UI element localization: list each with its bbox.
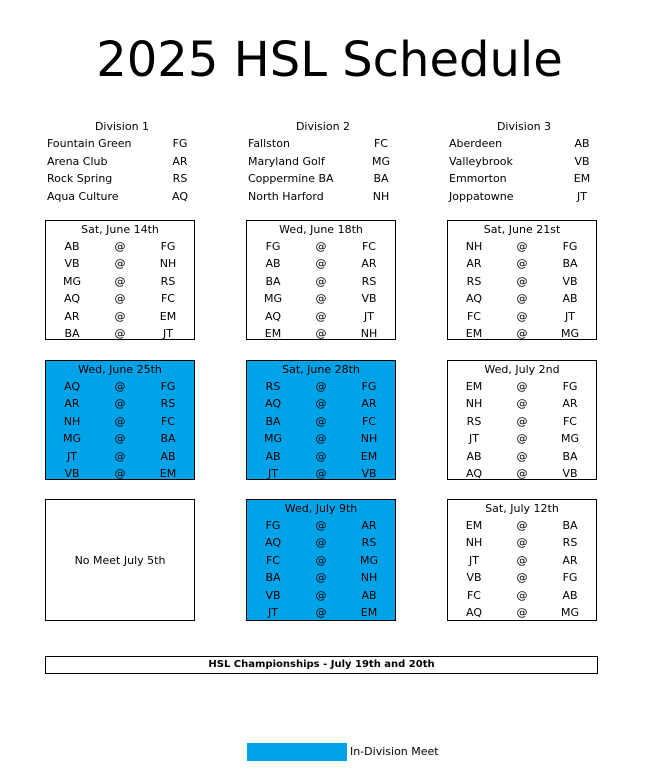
home-team: MG <box>359 553 378 567</box>
away-team: AQ <box>265 536 281 550</box>
game-row <box>448 325 596 342</box>
game-row <box>46 395 194 412</box>
team-name: Rock Spring <box>47 172 113 185</box>
team-code: AR <box>172 154 188 168</box>
team-code: EM <box>573 172 591 185</box>
game-row <box>46 325 194 342</box>
team-row <box>47 188 197 206</box>
home-team: AB <box>562 588 578 602</box>
at-symbol: @ <box>516 326 528 340</box>
game-row <box>448 290 596 307</box>
away-team: JT <box>67 449 77 463</box>
at-symbol: @ <box>315 605 327 619</box>
away-team: AQ <box>265 397 281 411</box>
at-symbol: @ <box>114 240 126 253</box>
at-symbol: @ <box>315 240 327 253</box>
away-team: VB <box>466 571 482 585</box>
away-team: BA <box>64 326 80 340</box>
team-name: Valleybrook <box>449 154 513 168</box>
no-meet-label: No Meet July 5th <box>74 553 166 567</box>
game-row <box>448 238 596 255</box>
game-row <box>448 569 596 586</box>
team-code: FG <box>172 137 188 150</box>
home-team: FC <box>160 414 175 428</box>
at-symbol: @ <box>114 380 126 393</box>
at-symbol: @ <box>516 466 528 480</box>
team-row <box>248 188 398 206</box>
team-name: Coppermine BA <box>248 172 334 185</box>
game-row <box>448 552 596 569</box>
game-row <box>247 378 395 395</box>
away-team: RS <box>466 414 482 428</box>
game-row <box>247 413 395 430</box>
away-team: AR <box>466 257 482 271</box>
away-team: JT <box>469 432 479 446</box>
at-symbol: @ <box>315 571 327 585</box>
team-row <box>248 153 398 171</box>
week-date: Wed, July 2nd <box>484 363 560 376</box>
at-symbol: @ <box>315 326 327 340</box>
away-team: NH <box>465 536 483 550</box>
game-row <box>247 517 395 534</box>
away-team: MG <box>263 432 282 446</box>
game-row <box>448 255 596 272</box>
at-symbol: @ <box>315 309 327 323</box>
team-name: Aberdeen <box>449 137 503 150</box>
at-symbol: @ <box>315 414 327 428</box>
game-row <box>448 587 596 604</box>
home-team: FG <box>160 240 176 253</box>
game-row <box>46 238 194 255</box>
home-team: RS <box>160 397 176 411</box>
game-row <box>448 534 596 551</box>
away-team: NH <box>63 414 81 428</box>
home-team: BA <box>562 519 578 532</box>
home-team: JT <box>364 309 374 323</box>
home-team: FC <box>562 414 577 428</box>
division-3 <box>449 118 599 205</box>
home-team: AR <box>361 257 377 271</box>
game-row <box>46 255 194 272</box>
away-team: BA <box>265 414 281 428</box>
game-row <box>448 413 596 430</box>
home-team: AB <box>361 588 377 602</box>
team-row <box>449 170 599 188</box>
at-symbol: @ <box>315 380 327 393</box>
at-symbol: @ <box>516 240 528 253</box>
away-team: VB <box>64 257 80 271</box>
at-symbol: @ <box>114 274 126 288</box>
away-team: BA <box>265 274 281 288</box>
home-team: JT <box>163 326 173 340</box>
team-name: Fountain Green <box>47 137 132 150</box>
team-code: FC <box>373 137 388 150</box>
game-row <box>448 273 596 290</box>
away-team: RS <box>466 274 482 288</box>
home-team: FC <box>160 292 175 306</box>
away-team: AB <box>466 449 482 463</box>
away-team: AQ <box>64 292 80 306</box>
at-symbol: @ <box>516 588 528 602</box>
game-row <box>247 430 395 447</box>
home-team: AR <box>562 397 578 411</box>
week-box <box>447 220 597 340</box>
game-row <box>247 395 395 412</box>
away-team: RS <box>265 380 281 393</box>
at-symbol: @ <box>516 432 528 446</box>
away-team: AQ <box>64 380 80 393</box>
at-symbol: @ <box>516 309 528 323</box>
away-team: JT <box>268 605 278 619</box>
division-heading: Division 2 <box>295 120 351 133</box>
team-row <box>449 135 599 153</box>
game-row <box>247 308 395 325</box>
at-symbol: @ <box>315 397 327 411</box>
away-team: MG <box>62 274 81 288</box>
team-row <box>47 135 197 153</box>
home-team: RS <box>361 536 377 550</box>
week-date: Wed, June 25th <box>78 363 162 376</box>
team-code: AB <box>574 137 590 150</box>
division-1 <box>47 118 197 205</box>
team-code: AQ <box>172 189 188 203</box>
game-row <box>46 290 194 307</box>
home-team: FC <box>361 414 376 428</box>
home-team: EM <box>360 449 378 463</box>
away-team: AQ <box>466 292 482 306</box>
game-row <box>46 413 194 430</box>
at-symbol: @ <box>516 292 528 306</box>
away-team: AQ <box>466 605 482 619</box>
at-symbol: @ <box>315 274 327 288</box>
division-heading: Division 1 <box>94 120 150 133</box>
at-symbol: @ <box>516 397 528 411</box>
at-symbol: @ <box>315 257 327 271</box>
team-name: Emmorton <box>449 172 507 185</box>
game-row <box>448 448 596 465</box>
week-date: Wed, June 18th <box>279 223 363 236</box>
team-row <box>248 135 398 153</box>
away-team: AR <box>64 397 80 411</box>
away-team: NH <box>465 397 483 411</box>
away-team: MG <box>263 292 282 306</box>
game-row <box>448 395 596 412</box>
game-row <box>448 378 596 395</box>
at-symbol: @ <box>516 449 528 463</box>
home-team: NH <box>360 571 378 585</box>
away-team: EM <box>465 519 483 532</box>
team-code: VB <box>574 154 590 168</box>
no-meet-box <box>45 499 195 621</box>
home-team: AR <box>361 519 377 532</box>
at-symbol: @ <box>315 553 327 567</box>
at-symbol: @ <box>114 257 126 271</box>
division-heading: Division 3 <box>496 120 552 133</box>
away-team: FC <box>466 309 481 323</box>
at-symbol: @ <box>315 449 327 463</box>
team-code: NH <box>372 189 390 203</box>
home-team: MG <box>560 326 579 340</box>
game-row <box>247 290 395 307</box>
at-symbol: @ <box>516 274 528 288</box>
week-date: Sat, June 14th <box>81 223 159 236</box>
team-row <box>47 170 197 188</box>
legend-label: In-Division Meet <box>350 745 439 758</box>
week-box <box>246 499 396 621</box>
at-symbol: @ <box>315 588 327 602</box>
away-team: AB <box>64 240 80 253</box>
home-team: FG <box>361 380 377 393</box>
at-symbol: @ <box>315 432 327 446</box>
week-box <box>447 499 597 621</box>
game-row <box>448 604 596 621</box>
away-team: EM <box>264 326 282 340</box>
game-row <box>448 308 596 325</box>
game-row <box>247 552 395 569</box>
division-2 <box>248 118 398 205</box>
away-team: VB <box>265 588 281 602</box>
game-row <box>448 465 596 482</box>
at-symbol: @ <box>114 466 126 480</box>
team-code: RS <box>172 172 188 185</box>
team-name: Maryland Golf <box>248 154 325 168</box>
game-row <box>448 430 596 447</box>
home-team: BA <box>160 432 176 446</box>
game-row <box>46 448 194 465</box>
home-team: FG <box>562 571 578 585</box>
at-symbol: @ <box>516 536 528 550</box>
week-box <box>246 220 396 340</box>
game-row <box>448 517 596 534</box>
week-date: Wed, July 9th <box>284 502 358 515</box>
game-row <box>46 465 194 482</box>
game-row <box>247 448 395 465</box>
at-symbol: @ <box>114 292 126 306</box>
away-team: VB <box>64 466 80 480</box>
game-row <box>46 308 194 325</box>
championships-banner: HSL Championships - July 19th and 20th <box>45 656 598 674</box>
at-symbol: @ <box>114 414 126 428</box>
team-row <box>449 188 599 206</box>
home-team: NH <box>360 326 378 340</box>
home-team: AR <box>361 397 377 411</box>
game-row <box>46 273 194 290</box>
home-team: BA <box>562 449 578 463</box>
away-team: BA <box>265 571 281 585</box>
team-row <box>248 170 398 188</box>
week-date: Sat, July 12th <box>485 502 559 515</box>
home-team: MG <box>560 605 579 619</box>
home-team: RS <box>361 274 377 288</box>
home-team: NH <box>159 257 177 271</box>
week-box <box>45 220 195 340</box>
at-symbol: @ <box>516 519 528 532</box>
at-symbol: @ <box>114 397 126 411</box>
game-row <box>46 430 194 447</box>
at-symbol: @ <box>114 449 126 463</box>
at-symbol: @ <box>516 257 528 271</box>
home-team: JT <box>565 309 575 323</box>
team-row <box>449 153 599 171</box>
home-team: VB <box>361 292 377 306</box>
at-symbol: @ <box>516 414 528 428</box>
team-code: MG <box>371 154 390 168</box>
home-team: AB <box>160 449 176 463</box>
away-team: AB <box>265 449 281 463</box>
week-box <box>45 360 195 480</box>
team-code: JT <box>577 189 587 203</box>
home-team: VB <box>562 466 578 480</box>
home-team: VB <box>361 466 377 480</box>
away-team: EM <box>465 380 483 393</box>
away-team: FC <box>466 588 481 602</box>
at-symbol: @ <box>516 605 528 619</box>
team-code: BA <box>373 172 389 185</box>
home-team: NH <box>360 432 378 446</box>
legend-swatch <box>247 743 347 761</box>
at-symbol: @ <box>315 466 327 480</box>
home-team: EM <box>159 309 177 323</box>
game-row <box>247 238 395 255</box>
away-team: AQ <box>466 466 482 480</box>
home-team: VB <box>562 274 578 288</box>
game-row <box>46 378 194 395</box>
home-team: RS <box>562 536 578 550</box>
home-team: FG <box>160 380 176 393</box>
home-team: RS <box>160 274 176 288</box>
game-row <box>247 255 395 272</box>
away-team: NH <box>465 240 483 253</box>
at-symbol: @ <box>516 571 528 585</box>
home-team: BA <box>562 257 578 271</box>
week-box <box>447 360 597 480</box>
home-team: AB <box>562 292 578 306</box>
at-symbol: @ <box>114 326 126 340</box>
game-row <box>247 534 395 551</box>
game-row <box>247 604 395 621</box>
home-team: FG <box>562 240 578 253</box>
week-date: Sat, June 28th <box>282 363 360 376</box>
away-team: MG <box>62 432 81 446</box>
page-title: 2025 HSL Schedule <box>96 32 563 88</box>
home-team: EM <box>159 466 177 480</box>
away-team: AR <box>64 309 80 323</box>
home-team: EM <box>360 605 378 619</box>
away-team: JT <box>268 466 278 480</box>
team-name: Fallston <box>248 137 290 150</box>
team-row <box>47 153 197 171</box>
team-name: North Harford <box>248 189 324 203</box>
game-row <box>247 569 395 586</box>
week-box <box>246 360 396 480</box>
home-team: AR <box>562 553 578 567</box>
team-name: Aqua Culture <box>47 189 119 203</box>
home-team: FG <box>562 380 578 393</box>
away-team: JT <box>469 553 479 567</box>
game-row <box>247 325 395 342</box>
game-row <box>247 273 395 290</box>
game-row <box>247 587 395 604</box>
team-name: Joppatowne <box>449 189 514 203</box>
at-symbol: @ <box>315 536 327 550</box>
team-name: Arena Club <box>47 154 108 168</box>
week-date: Sat, June 21st <box>483 223 561 236</box>
game-row <box>247 465 395 482</box>
at-symbol: @ <box>315 292 327 306</box>
away-team: AB <box>265 257 281 271</box>
away-team: FC <box>265 553 280 567</box>
away-team: FG <box>265 519 281 532</box>
at-symbol: @ <box>315 519 327 532</box>
home-team: FC <box>361 240 376 253</box>
away-team: AQ <box>265 309 281 323</box>
away-team: EM <box>465 326 483 340</box>
at-symbol: @ <box>516 380 528 393</box>
away-team: FG <box>265 240 281 253</box>
at-symbol: @ <box>114 432 126 446</box>
home-team: MG <box>560 432 579 446</box>
at-symbol: @ <box>516 553 528 567</box>
at-symbol: @ <box>114 309 126 323</box>
